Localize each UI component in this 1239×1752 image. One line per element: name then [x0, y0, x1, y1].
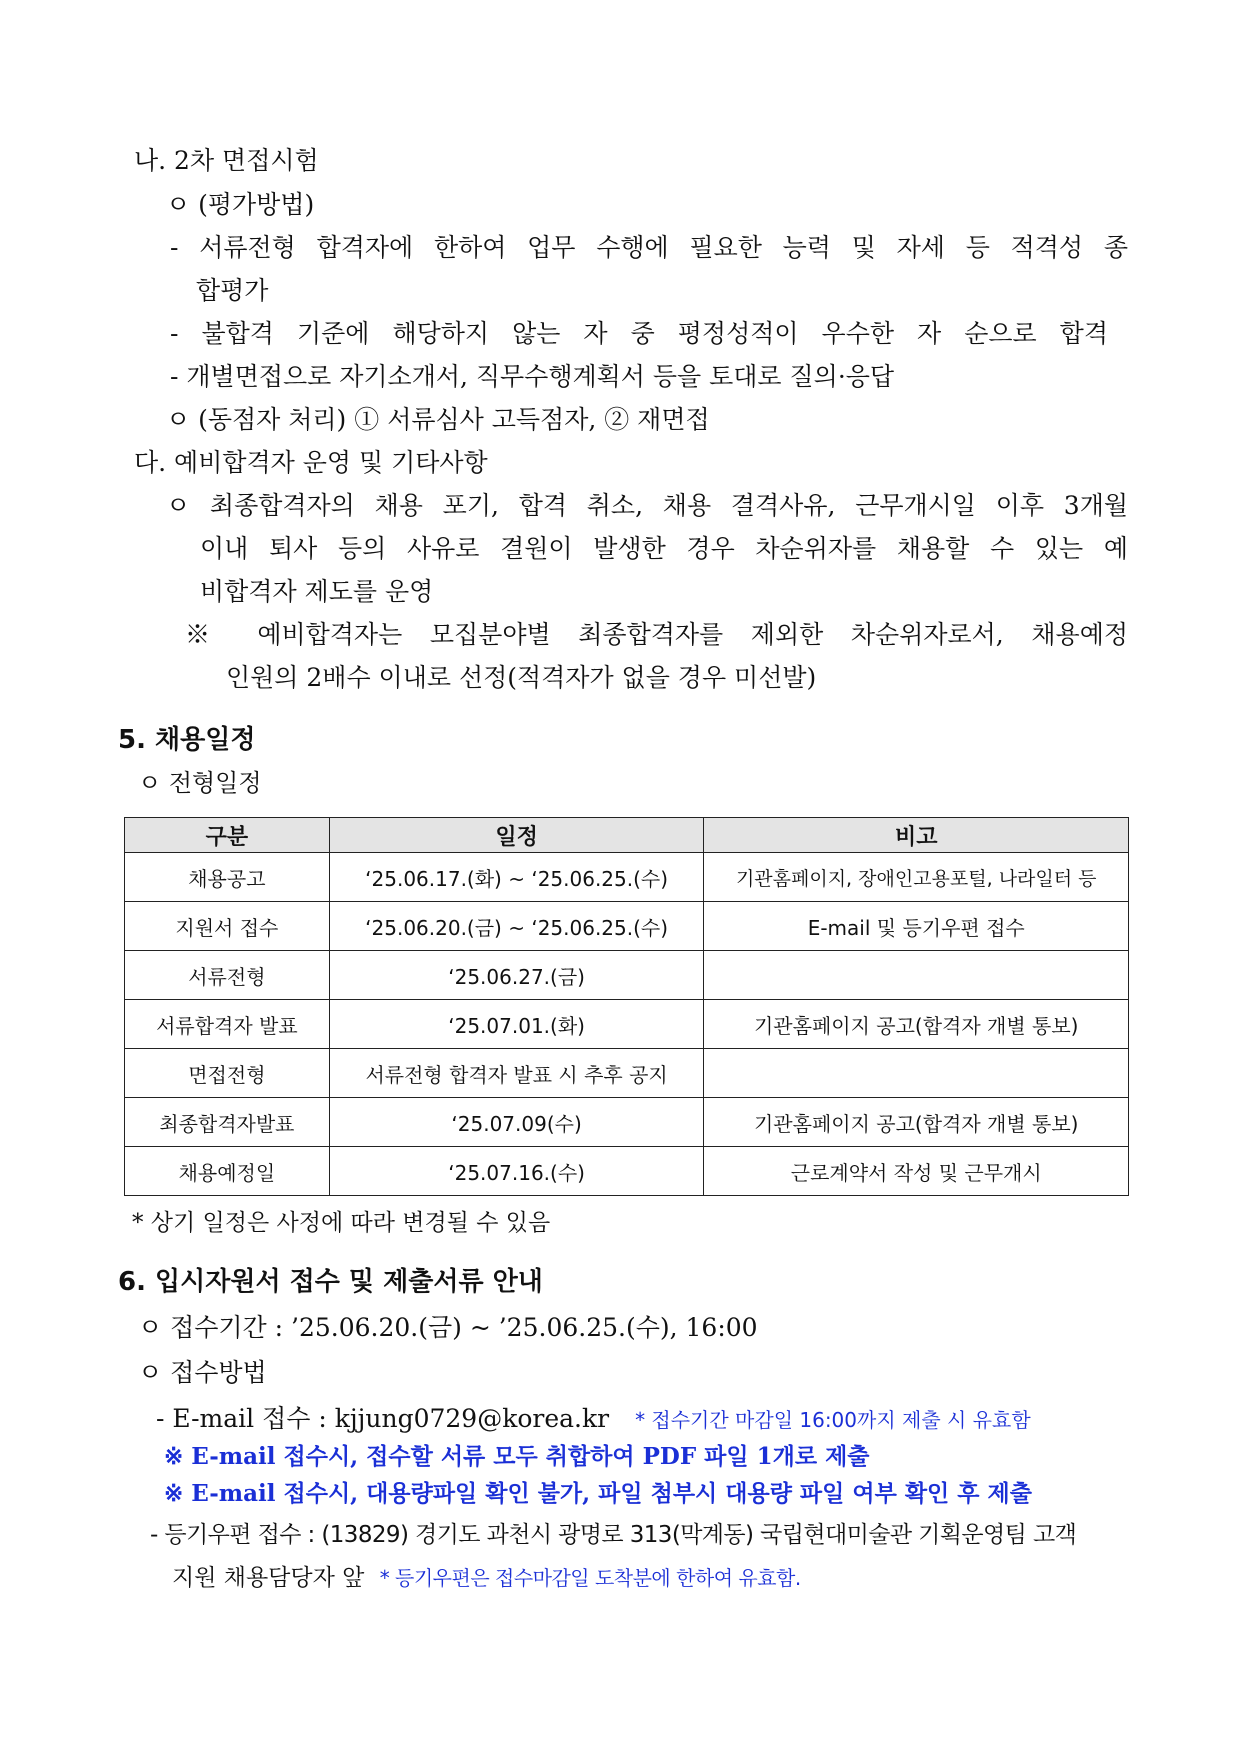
row-remarks [704, 951, 1129, 1000]
bullet1-line1: - 서류전형 합격자에 한하여 업무 수행에 필요한 능력 및 자세 등 적격성 종 [170, 233, 1128, 262]
email-submission-text: - E-mail 접수 : kjjung0729@korea.kr [156, 1404, 610, 1433]
post-submission-line2 [172, 1563, 801, 1593]
row-schedule: ‘25.07.09(수) [329, 1098, 704, 1147]
table-header-row [125, 818, 1129, 853]
schedule-table [124, 817, 1129, 1196]
post-deadline-note: * 등기우편은 접수마감일 도착분에 한하여 유효함. [379, 1566, 801, 1590]
row-remarks: 기관홈페이지, 장애인고용포털, 나라일터 등 [704, 853, 1129, 902]
section6-title: 6. 입시자원서 접수 및 제출서류 안내 [118, 1267, 543, 1297]
row-category: 서류합격자 발표 [125, 1000, 330, 1049]
row-category: 면접전형 [125, 1049, 330, 1098]
header-category: 구분 [125, 818, 330, 853]
section-na-title: 나. 2차 면접시험 [134, 146, 319, 175]
email-warning-1: ※ E-mail 접수시, 접수할 서류 모두 취합하여 PDF 파일 1개로 제출 [164, 1443, 870, 1470]
da-item-line2: 이내 퇴사 등의 사유로 결원이 발생한 경우 차순위자를 채용할 수 있는 예 [200, 534, 1128, 563]
row-remarks: E-mail 및 등기우편 접수 [704, 902, 1129, 951]
section5-subtitle: ㅇ 전형일정 [138, 769, 262, 797]
method-label: ㅇ (평가방법) [166, 190, 315, 219]
table-row [125, 1147, 1129, 1196]
table-row [125, 1049, 1129, 1098]
email-deadline-note: * 접수기간 마감일 16:00까지 제출 시 유효함 [635, 1408, 1031, 1432]
submission-method-label: ㅇ 접수방법 [138, 1358, 267, 1387]
row-category: 채용공고 [125, 853, 330, 902]
row-remarks: 기관홈페이지 공고(합격자 개별 통보) [704, 1000, 1129, 1049]
row-schedule: ‘25.06.27.(금) [329, 951, 704, 1000]
da-item-line3: 비합격자 제도를 운영 [200, 577, 434, 606]
header-schedule: 일정 [329, 818, 704, 853]
bullet2: - 불합격 기준에 해당하지 않는 자 중 평정성적이 우수한 자 순으로 합격 [170, 319, 1108, 348]
header-remarks: 비고 [704, 818, 1129, 853]
row-remarks: 근로계약서 작성 및 근무개시 [704, 1147, 1129, 1196]
row-schedule: ‘25.07.16.(수) [329, 1147, 704, 1196]
row-category: 최종합격자발표 [125, 1098, 330, 1147]
row-schedule: ‘25.07.01.(화) [329, 1000, 704, 1049]
schedule-footnote: * 상기 일정은 사정에 따라 변경될 수 있음 [132, 1210, 551, 1236]
bullet1-line2: 합평가 [196, 276, 269, 305]
table-row [125, 1000, 1129, 1049]
row-schedule: 서류전형 합격자 발표 시 추후 공지 [329, 1049, 704, 1098]
post-recipient: 지원 채용담당자 앞 [172, 1565, 365, 1591]
table-row [125, 853, 1129, 902]
email-warning-2: ※ E-mail 접수시, 대용량파일 확인 불가, 파일 첨부시 대용량 파일 여부 확인 후 제출 [164, 1480, 1032, 1507]
row-category: 지원서 접수 [125, 902, 330, 951]
tie-rule: ㅇ (동점자 처리) ① 서류심사 고득점자, ② 재면접 [166, 405, 710, 434]
row-schedule: ‘25.06.20.(금) ~ ‘25.06.25.(수) [329, 902, 704, 951]
section-da-title: 다. 예비합격자 운영 및 기타사항 [134, 448, 488, 477]
row-schedule: ‘25.06.17.(화) ~ ‘25.06.25.(수) [329, 853, 704, 902]
email-submission-line [156, 1404, 1031, 1435]
section5-title: 5. 채용일정 [118, 725, 256, 755]
row-remarks [704, 1049, 1129, 1098]
da-note-line2: 인원의 2배수 이내로 선정(적격자가 없을 경우 미선발) [226, 663, 817, 692]
submission-period: ㅇ 접수기간 : ’25.06.20.(금) ~ ’25.06.25.(수), 16:00 [138, 1313, 758, 1342]
da-note-line1: ※ 예비합격자는 모집분야별 최종합격자를 제외한 차순위자로서, 채용예정 [185, 620, 1128, 649]
da-item-line1: ㅇ 최종합격자의 채용 포기, 합격 취소, 채용 결격사유, 근무개시일 이후 3개월 [166, 491, 1128, 520]
table-row [125, 1098, 1129, 1147]
post-submission-line1: - 등기우편 접수 : (13829) 경기도 과천시 광명로 313(막계동) 국립현대미술관 기획운영팀 고객 [150, 1522, 1077, 1548]
table-row [125, 902, 1129, 951]
bullet3: - 개별면접으로 자기소개서, 직무수행계획서 등을 토대로 질의·응답 [170, 362, 895, 391]
row-category: 채용예정일 [125, 1147, 330, 1196]
row-remarks: 기관홈페이지 공고(합격자 개별 통보) [704, 1098, 1129, 1147]
row-category: 서류전형 [125, 951, 330, 1000]
table-row [125, 951, 1129, 1000]
